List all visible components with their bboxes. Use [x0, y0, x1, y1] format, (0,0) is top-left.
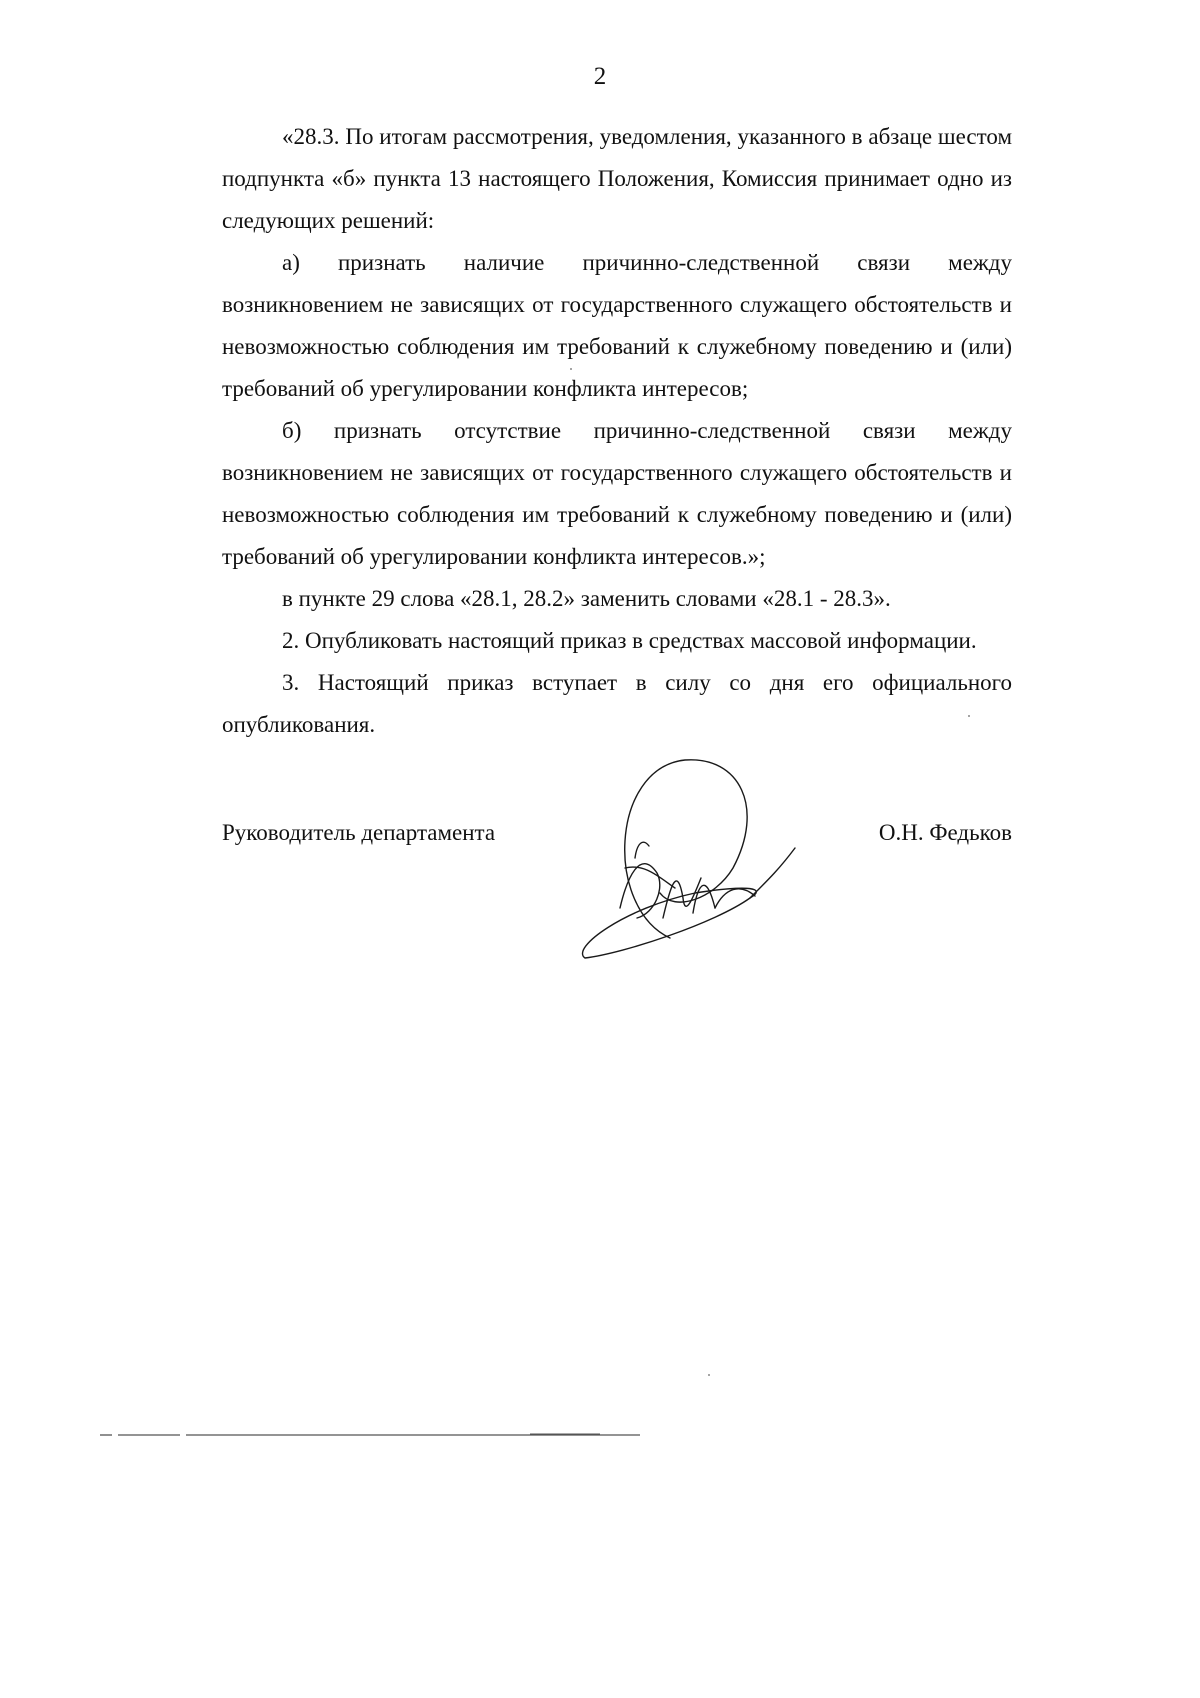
paragraph-28-3-intro: «28.3. По итогам рассмотрения, уведомления, указанного в абзаце шестом подпункта «б» пункта 13 настоящего Положения, Комиссия принимает одно из следующих решений:: [222, 124, 1012, 233]
paragraph-decision-a: а) признать наличие причинно-следственной связи между возникновением не зависящих от государственного служащего обстоятельств и невозможностью соблюдения им требований к служебному поведению и (или) требований об урегулировании конфликта интересов;: [222, 250, 1012, 401]
paragraph-decision-b: б) признать отсутствие причинно-следственной связи между возникновением не зависящих от государственного служащего обстоятельств и невозможностью соблюдения им требований к служебному поведению и (или) требований об урегулировании конфликта интересов.»;: [222, 418, 1012, 569]
paragraph-effective: 3. Настоящий приказ вступает в силу со дня его официального опубликования.: [222, 670, 1012, 737]
scan-artifact: [968, 715, 970, 717]
handwritten-signature: [565, 748, 885, 978]
signatory-position: Руководитель департамента: [222, 820, 496, 845]
document-body: [222, 116, 1012, 746]
scan-artifact: [570, 368, 572, 370]
scan-artifact: [708, 1374, 710, 1376]
page-number: 2: [593, 63, 607, 90]
paragraph-point-29: в пункте 29 слова «28.1, 28.2» заменить словами «28.1 - 28.3».: [282, 586, 891, 611]
signatory-name: О.Н. Федьков: [878, 820, 1012, 845]
paragraph-publish: 2. Опубликовать настоящий приказ в средствах массовой информации.: [282, 628, 977, 653]
footer-rule: [100, 1432, 640, 1438]
